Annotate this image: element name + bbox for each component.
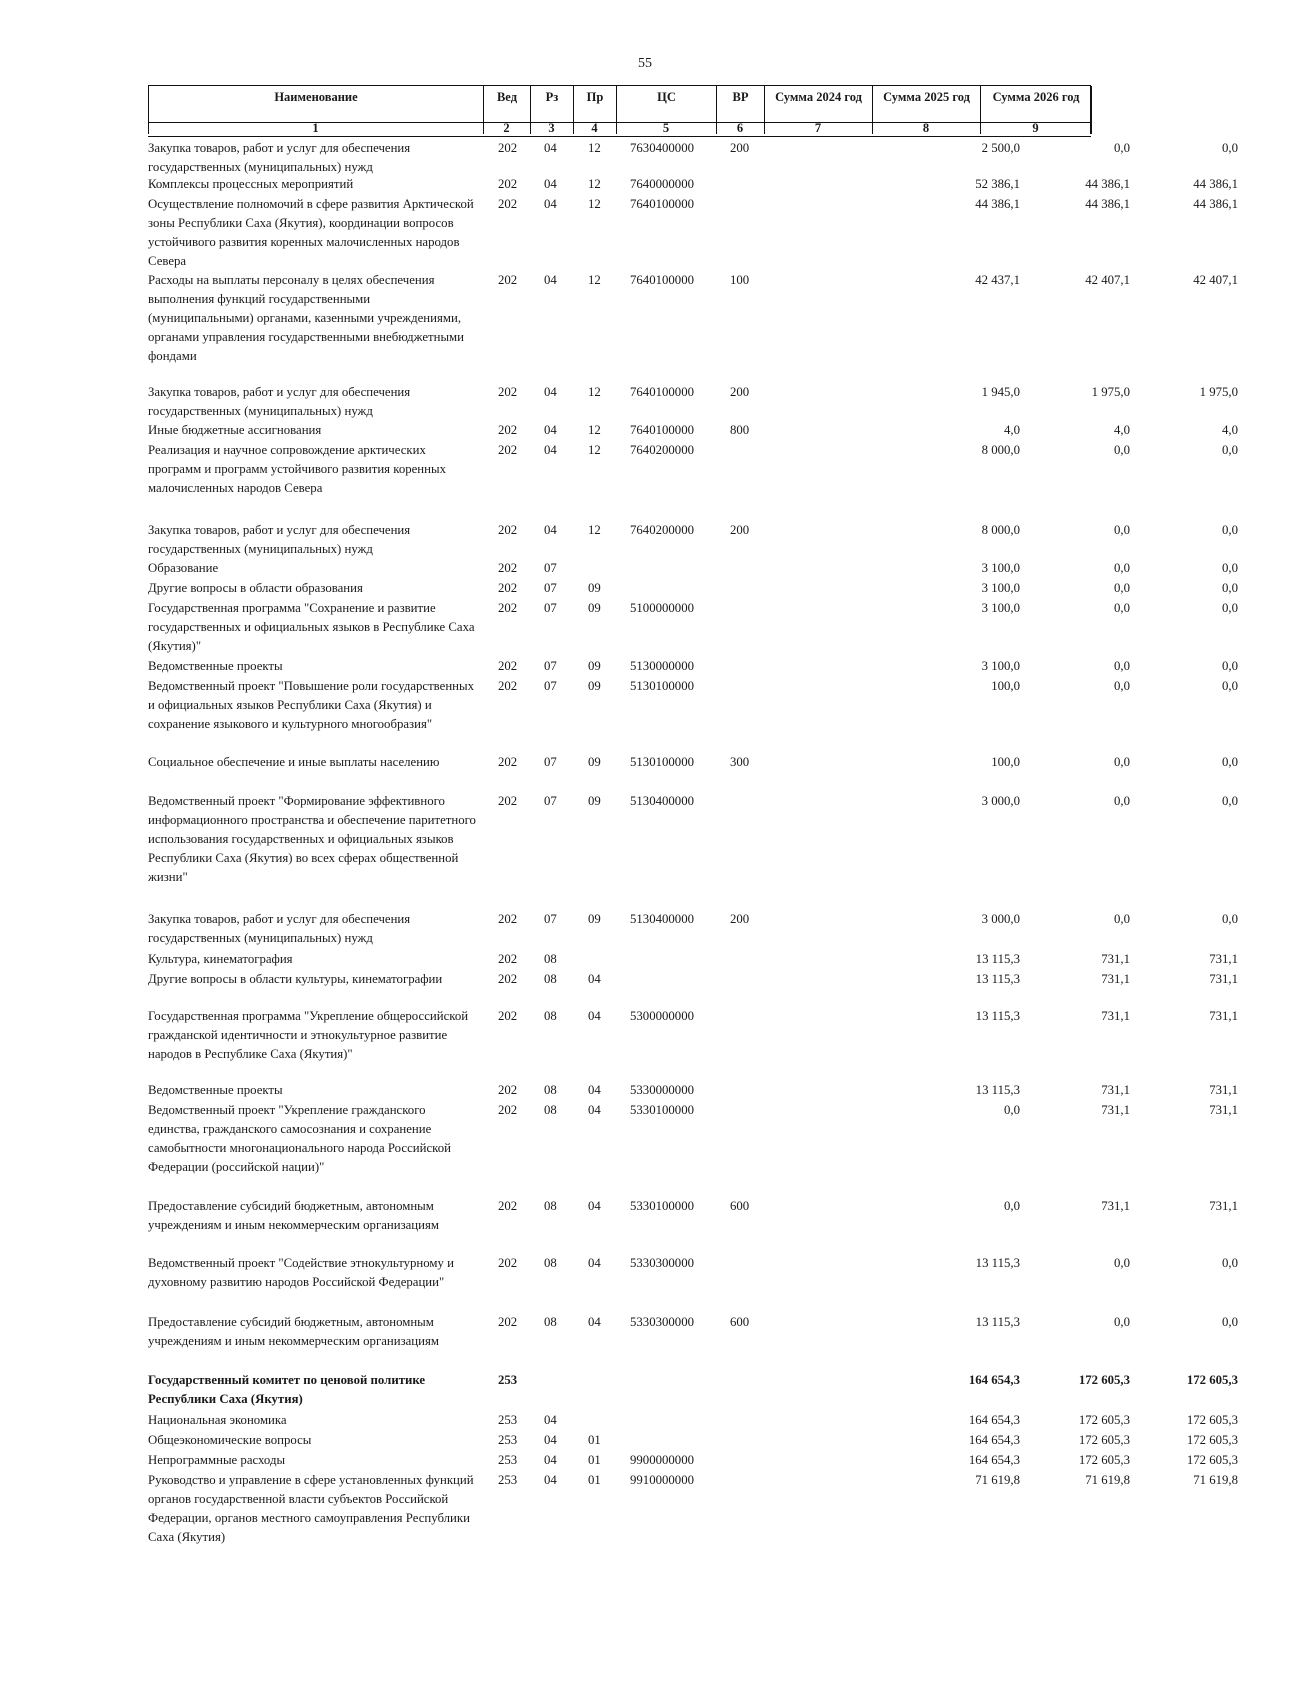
sum-2024-cell: 13 115,3 bbox=[975, 1315, 1020, 1329]
cs-cell: 7630400000 bbox=[630, 141, 694, 155]
column-number: 1 bbox=[312, 121, 319, 135]
sum-2024-cell: 2 500,0 bbox=[981, 141, 1020, 155]
sum-2026-cell: 44 386,1 bbox=[1193, 177, 1238, 191]
sum-2025-cell: 0,0 bbox=[1114, 679, 1130, 693]
name-cell: Ведомственные проекты bbox=[148, 659, 283, 673]
name-cell: Ведомственный проект "Повышение роли государственных и официальных языков Республики Саха (Якутия) и сохранение языкового и культурного многообразия" bbox=[148, 679, 475, 731]
pr-cell: 01 bbox=[588, 1453, 601, 1467]
ved-cell: 202 bbox=[498, 177, 518, 191]
sum-2024-cell: 44 386,1 bbox=[975, 197, 1020, 211]
pr-cell: 09 bbox=[588, 601, 601, 615]
cs-cell: 7640200000 bbox=[630, 523, 694, 537]
sum-2025-cell: 172 605,3 bbox=[1078, 1373, 1130, 1387]
ved-cell: 202 bbox=[498, 601, 518, 615]
pr-cell: 12 bbox=[588, 177, 601, 191]
sum-2026-cell: 731,1 bbox=[1209, 952, 1238, 966]
sum-2024-cell: 3 000,0 bbox=[981, 794, 1020, 808]
name-cell: Социальное обеспечение и иные выплаты населению bbox=[148, 755, 440, 769]
ved-cell: 202 bbox=[498, 1009, 518, 1023]
ved-cell: 202 bbox=[498, 794, 518, 808]
ved-cell: 202 bbox=[498, 141, 518, 155]
ved-cell: 202 bbox=[498, 1256, 518, 1270]
ved-cell: 202 bbox=[498, 659, 518, 673]
sum-2025-cell: 731,1 bbox=[1101, 1009, 1130, 1023]
ved-cell: 202 bbox=[498, 912, 518, 926]
vr-cell: 300 bbox=[730, 755, 750, 769]
sum-2025-cell: 44 386,1 bbox=[1085, 197, 1130, 211]
header-cs: ЦС bbox=[617, 86, 717, 134]
name-cell: Комплексы процессных мероприятий bbox=[148, 177, 354, 191]
pr-cell: 01 bbox=[588, 1473, 601, 1487]
header-sum-2026: Сумма 2026 год bbox=[981, 86, 1092, 134]
ved-cell: 202 bbox=[498, 561, 518, 575]
pr-cell: 12 bbox=[588, 197, 601, 211]
sum-2024-cell: 3 100,0 bbox=[981, 659, 1020, 673]
sum-2025-cell: 44 386,1 bbox=[1085, 177, 1130, 191]
pr-cell: 04 bbox=[588, 1256, 601, 1270]
sum-2026-cell: 0,0 bbox=[1222, 912, 1238, 926]
rz-cell: 07 bbox=[544, 561, 557, 575]
name-cell: Государственная программа "Сохранение и развитие государственных и официальных языков в Республике Саха (Якутия)" bbox=[148, 601, 475, 653]
rz-cell: 04 bbox=[544, 197, 557, 211]
sum-2024-cell: 71 619,8 bbox=[975, 1473, 1020, 1487]
name-cell: Осуществление полномочий в сфере развития Арктической зоны Республики Саха (Якутия), координации вопросов устойчивого развития коренных малочисленных народов Севера bbox=[148, 197, 474, 268]
ved-cell: 253 bbox=[498, 1453, 518, 1467]
sum-2025-cell: 731,1 bbox=[1101, 972, 1130, 986]
sum-2024-cell: 8 000,0 bbox=[981, 523, 1020, 537]
sum-2024-cell: 100,0 bbox=[991, 679, 1020, 693]
header-vr: ВР bbox=[717, 86, 765, 134]
name-cell: Ведомственный проект "Содействие этнокультурному и духовному развитию народов Российской Федерации" bbox=[148, 1256, 454, 1289]
sum-2026-cell: 0,0 bbox=[1222, 141, 1238, 155]
cs-cell: 7640200000 bbox=[630, 443, 694, 457]
sum-2026-cell: 0,0 bbox=[1222, 601, 1238, 615]
rz-cell: 08 bbox=[544, 972, 557, 986]
sum-2026-cell: 0,0 bbox=[1222, 679, 1238, 693]
vr-cell: 800 bbox=[730, 423, 750, 437]
ved-cell: 253 bbox=[498, 1433, 518, 1447]
header-divider bbox=[149, 122, 1090, 123]
ved-cell: 202 bbox=[498, 273, 518, 287]
cs-cell: 9910000000 bbox=[630, 1473, 694, 1487]
sum-2024-cell: 164 654,3 bbox=[968, 1413, 1020, 1427]
sum-2026-cell: 172 605,3 bbox=[1186, 1373, 1238, 1387]
vr-cell: 200 bbox=[730, 385, 750, 399]
sum-2024-cell: 8 000,0 bbox=[981, 443, 1020, 457]
column-number: 2 bbox=[503, 121, 510, 135]
rz-cell: 07 bbox=[544, 679, 557, 693]
rz-cell: 04 bbox=[544, 273, 557, 287]
sum-2025-cell: 0,0 bbox=[1114, 755, 1130, 769]
rz-cell: 07 bbox=[544, 912, 557, 926]
cs-cell: 5300000000 bbox=[630, 1009, 694, 1023]
ved-cell: 253 bbox=[498, 1373, 518, 1387]
cs-cell: 5330300000 bbox=[630, 1256, 694, 1270]
sum-2024-cell: 0,0 bbox=[1004, 1199, 1020, 1213]
name-cell: Предоставление субсидий бюджетным, автономным учреждениям и иным некоммерческим организациям bbox=[148, 1315, 439, 1348]
sum-2026-cell: 0,0 bbox=[1222, 523, 1238, 537]
sum-2026-cell: 172 605,3 bbox=[1186, 1433, 1238, 1447]
pr-cell: 01 bbox=[588, 1433, 601, 1447]
cs-cell: 5130000000 bbox=[630, 659, 694, 673]
name-cell: Закупка товаров, работ и услуг для обеспечения государственных (муниципальных) нужд bbox=[148, 912, 411, 945]
ved-cell: 202 bbox=[498, 1199, 518, 1213]
name-cell: Руководство и управление в сфере установленных функций органов государственной власти субъектов Российской Федерации, органов местного самоуправления Республики Саха (Якутия) bbox=[148, 1473, 474, 1544]
sum-2024-cell: 4,0 bbox=[1004, 423, 1020, 437]
rz-cell: 07 bbox=[544, 659, 557, 673]
rz-cell: 04 bbox=[544, 443, 557, 457]
pr-cell: 12 bbox=[588, 443, 601, 457]
sum-2025-cell: 0,0 bbox=[1114, 912, 1130, 926]
sum-2026-cell: 731,1 bbox=[1209, 1103, 1238, 1117]
vr-cell: 200 bbox=[730, 912, 750, 926]
sum-2025-cell: 0,0 bbox=[1114, 141, 1130, 155]
name-cell: Иные бюджетные ассигнования bbox=[148, 423, 322, 437]
column-number: 5 bbox=[662, 121, 670, 135]
sum-2025-cell: 0,0 bbox=[1114, 794, 1130, 808]
table-header bbox=[148, 85, 1091, 134]
rz-cell: 04 bbox=[544, 1453, 557, 1467]
pr-cell: 12 bbox=[588, 141, 601, 155]
rz-cell: 04 bbox=[544, 177, 557, 191]
sum-2024-cell: 1 945,0 bbox=[981, 385, 1020, 399]
header-rz: Рз bbox=[531, 86, 574, 134]
rz-cell: 08 bbox=[544, 1083, 557, 1097]
ved-cell: 202 bbox=[498, 385, 518, 399]
cs-cell: 5330100000 bbox=[630, 1103, 694, 1117]
ved-cell: 202 bbox=[498, 952, 518, 966]
page-number: 55 bbox=[638, 56, 652, 71]
name-cell: Культура, кинематография bbox=[148, 952, 293, 966]
cs-cell: 5330000000 bbox=[630, 1083, 694, 1097]
name-cell: Государственный комитет по ценовой политике Республики Саха (Якутия) bbox=[148, 1373, 426, 1406]
pr-cell: 04 bbox=[588, 1315, 601, 1329]
header-sum-2024: Сумма 2024 год bbox=[765, 86, 873, 134]
ved-cell: 202 bbox=[498, 523, 518, 537]
sum-2025-cell: 0,0 bbox=[1114, 561, 1130, 575]
ved-cell: 202 bbox=[498, 972, 518, 986]
pr-cell: 09 bbox=[588, 581, 601, 595]
sum-2025-cell: 0,0 bbox=[1114, 523, 1130, 537]
column-number: 9 bbox=[1032, 121, 1039, 135]
rz-cell: 04 bbox=[544, 1433, 557, 1447]
name-cell: Общеэкономические вопросы bbox=[148, 1433, 312, 1447]
cs-cell: 7640000000 bbox=[630, 177, 694, 191]
sum-2025-cell: 731,1 bbox=[1101, 1083, 1130, 1097]
pr-cell: 09 bbox=[588, 679, 601, 693]
rz-cell: 07 bbox=[544, 581, 557, 595]
cs-cell: 5330300000 bbox=[630, 1315, 694, 1329]
sum-2025-cell: 172 605,3 bbox=[1078, 1413, 1130, 1427]
name-cell: Ведомственные проекты bbox=[148, 1083, 283, 1097]
pr-cell: 09 bbox=[588, 659, 601, 673]
sum-2024-cell: 100,0 bbox=[991, 755, 1020, 769]
sum-2024-cell: 52 386,1 bbox=[975, 177, 1020, 191]
ved-cell: 202 bbox=[498, 581, 518, 595]
vr-cell: 600 bbox=[730, 1315, 750, 1329]
sum-2024-cell: 42 437,1 bbox=[975, 273, 1020, 287]
sum-2026-cell: 0,0 bbox=[1222, 581, 1238, 595]
sum-2025-cell: 0,0 bbox=[1114, 1315, 1130, 1329]
sum-2025-cell: 731,1 bbox=[1101, 1199, 1130, 1213]
sum-2025-cell: 0,0 bbox=[1114, 1256, 1130, 1270]
rz-cell: 08 bbox=[544, 1199, 557, 1213]
name-cell: Другие вопросы в области культуры, кинематографии bbox=[148, 972, 443, 986]
pr-cell: 12 bbox=[588, 423, 601, 437]
name-cell: Другие вопросы в области образования bbox=[148, 581, 363, 595]
rz-cell: 04 bbox=[544, 423, 557, 437]
sum-2026-cell: 731,1 bbox=[1209, 1199, 1238, 1213]
ved-cell: 202 bbox=[498, 1083, 518, 1097]
cs-cell: 5130100000 bbox=[630, 755, 694, 769]
sum-2024-cell: 164 654,3 bbox=[968, 1453, 1020, 1467]
pr-cell: 12 bbox=[588, 385, 601, 399]
column-number: 4 bbox=[591, 121, 598, 135]
ved-cell: 202 bbox=[498, 197, 518, 211]
column-number: 8 bbox=[922, 121, 930, 135]
sum-2026-cell: 172 605,3 bbox=[1186, 1453, 1238, 1467]
sum-2025-cell: 0,0 bbox=[1114, 443, 1130, 457]
ved-cell: 253 bbox=[498, 1413, 518, 1427]
sum-2024-cell: 13 115,3 bbox=[975, 952, 1020, 966]
pr-cell: 04 bbox=[588, 1103, 601, 1117]
name-cell: Ведомственный проект "Укрепление гражданского единства, гражданского самосознания и сохранение самобытности многонационального народа Российской Федерации (российской нации)" bbox=[148, 1103, 451, 1174]
cs-cell: 5100000000 bbox=[630, 601, 694, 615]
rz-cell: 04 bbox=[544, 1413, 557, 1427]
name-cell: Непрограммные расходы bbox=[148, 1453, 286, 1467]
cs-cell: 5330100000 bbox=[630, 1199, 694, 1213]
sum-2026-cell: 71 619,8 bbox=[1193, 1473, 1238, 1487]
cs-cell: 7640100000 bbox=[630, 273, 694, 287]
vr-cell: 200 bbox=[730, 141, 750, 155]
rz-cell: 08 bbox=[544, 1103, 557, 1117]
rz-cell: 08 bbox=[544, 1315, 557, 1329]
sum-2024-cell: 3 100,0 bbox=[981, 561, 1020, 575]
sum-2025-cell: 0,0 bbox=[1114, 601, 1130, 615]
header-sum-2025: Сумма 2025 год bbox=[873, 86, 981, 134]
sum-2026-cell: 731,1 bbox=[1209, 972, 1238, 986]
name-cell: Закупка товаров, работ и услуг для обеспечения государственных (муниципальных) нужд bbox=[148, 141, 411, 174]
vr-cell: 100 bbox=[730, 273, 750, 287]
pr-cell: 04 bbox=[588, 1083, 601, 1097]
sum-2024-cell: 3 000,0 bbox=[981, 912, 1020, 926]
rz-cell: 08 bbox=[544, 1256, 557, 1270]
sum-2026-cell: 0,0 bbox=[1222, 794, 1238, 808]
cs-cell: 5130400000 bbox=[630, 794, 694, 808]
sum-2025-cell: 731,1 bbox=[1101, 952, 1130, 966]
sum-2026-cell: 172 605,3 bbox=[1186, 1413, 1238, 1427]
vr-cell: 600 bbox=[730, 1199, 750, 1213]
pr-cell: 04 bbox=[588, 1199, 601, 1213]
sum-2026-cell: 0,0 bbox=[1222, 1315, 1238, 1329]
sum-2024-cell: 164 654,3 bbox=[968, 1433, 1020, 1447]
pr-cell: 04 bbox=[588, 1009, 601, 1023]
sum-2024-cell: 13 115,3 bbox=[975, 1083, 1020, 1097]
sum-2024-cell: 3 100,0 bbox=[981, 581, 1020, 595]
pr-cell: 12 bbox=[588, 523, 601, 537]
cs-cell: 5130400000 bbox=[630, 912, 694, 926]
sum-2024-cell: 164 654,3 bbox=[968, 1373, 1020, 1387]
pr-cell: 12 bbox=[588, 273, 601, 287]
name-cell: Реализация и научное сопровождение арктических программ и программ устойчивого развития коренных малочисленных народов Севера bbox=[148, 443, 446, 495]
header-pr: Пр bbox=[574, 86, 617, 134]
sum-2024-cell: 13 115,3 bbox=[975, 1256, 1020, 1270]
sum-2025-cell: 71 619,8 bbox=[1085, 1473, 1130, 1487]
sum-2025-cell: 0,0 bbox=[1114, 581, 1130, 595]
sum-2025-cell: 0,0 bbox=[1114, 659, 1130, 673]
ved-cell: 202 bbox=[498, 679, 518, 693]
name-cell: Предоставление субсидий бюджетным, автономным учреждениям и иным некоммерческим организациям bbox=[148, 1199, 439, 1232]
sum-2024-cell: 13 115,3 bbox=[975, 1009, 1020, 1023]
sum-2026-cell: 4,0 bbox=[1222, 423, 1238, 437]
vr-cell: 200 bbox=[730, 523, 750, 537]
cs-cell: 9900000000 bbox=[630, 1453, 694, 1467]
sum-2026-cell: 0,0 bbox=[1222, 443, 1238, 457]
name-cell: Расходы на выплаты персоналу в целях обеспечения выполнения функций государственными (муниципальными) органами, казенными учреждениями, органами управления государственными внебюджетными фондами bbox=[148, 273, 464, 363]
sum-2026-cell: 1 975,0 bbox=[1199, 385, 1238, 399]
rz-cell: 04 bbox=[544, 385, 557, 399]
rz-cell: 04 bbox=[544, 1473, 557, 1487]
rz-cell: 07 bbox=[544, 755, 557, 769]
sum-2024-cell: 3 100,0 bbox=[981, 601, 1020, 615]
name-cell: Ведомственный проект "Формирование эффективного информационного пространства и обеспечение паритетного использования государственных и официальных языков Республики Саха (Якутия) во всех сферах общественной жизни" bbox=[148, 794, 476, 884]
sum-2026-cell: 44 386,1 bbox=[1193, 197, 1238, 211]
name-cell: Государственная программа "Укрепление общероссийской гражданской идентичности и этнокультурное развитие народов в Республике Саха (Якутия)" bbox=[148, 1009, 469, 1061]
rz-cell: 08 bbox=[544, 1009, 557, 1023]
ved-cell: 202 bbox=[498, 1103, 518, 1117]
name-cell: Образование bbox=[148, 561, 219, 575]
sum-2024-cell: 0,0 bbox=[1004, 1103, 1020, 1117]
rz-cell: 04 bbox=[544, 523, 557, 537]
name-cell: Национальная экономика bbox=[148, 1413, 287, 1427]
pr-cell: 09 bbox=[588, 912, 601, 926]
column-number: 6 bbox=[736, 121, 744, 135]
column-number: 3 bbox=[548, 121, 555, 135]
rz-cell: 07 bbox=[544, 601, 557, 615]
sum-2026-cell: 0,0 bbox=[1222, 1256, 1238, 1270]
ved-cell: 202 bbox=[498, 423, 518, 437]
name-cell: Закупка товаров, работ и услуг для обеспечения государственных (муниципальных) нужд bbox=[148, 385, 411, 418]
sum-2025-cell: 42 407,1 bbox=[1085, 273, 1130, 287]
ved-cell: 202 bbox=[498, 755, 518, 769]
sum-2026-cell: 731,1 bbox=[1209, 1083, 1238, 1097]
sum-2025-cell: 172 605,3 bbox=[1078, 1453, 1130, 1467]
rz-cell: 04 bbox=[544, 141, 557, 155]
pr-cell: 09 bbox=[588, 755, 601, 769]
sum-2026-cell: 0,0 bbox=[1222, 561, 1238, 575]
cs-cell: 7640100000 bbox=[630, 385, 694, 399]
pr-cell: 04 bbox=[588, 972, 601, 986]
column-number-divider bbox=[148, 136, 1091, 137]
cs-cell: 7640100000 bbox=[630, 423, 694, 437]
sum-2025-cell: 1 975,0 bbox=[1091, 385, 1130, 399]
rz-cell: 08 bbox=[544, 952, 557, 966]
sum-2025-cell: 731,1 bbox=[1101, 1103, 1130, 1117]
sum-2025-cell: 172 605,3 bbox=[1078, 1433, 1130, 1447]
cs-cell: 7640100000 bbox=[630, 197, 694, 211]
sum-2026-cell: 731,1 bbox=[1209, 1009, 1238, 1023]
ved-cell: 253 bbox=[498, 1473, 518, 1487]
sum-2025-cell: 4,0 bbox=[1114, 423, 1130, 437]
sum-2026-cell: 0,0 bbox=[1222, 659, 1238, 673]
pr-cell: 09 bbox=[588, 794, 601, 808]
rz-cell: 07 bbox=[544, 794, 557, 808]
ved-cell: 202 bbox=[498, 443, 518, 457]
header-name: Наименование bbox=[149, 86, 484, 134]
column-number: 7 bbox=[814, 121, 822, 135]
sum-2026-cell: 42 407,1 bbox=[1193, 273, 1238, 287]
sum-2026-cell: 0,0 bbox=[1222, 755, 1238, 769]
ved-cell: 202 bbox=[498, 1315, 518, 1329]
cs-cell: 5130100000 bbox=[630, 679, 694, 693]
header-ved: Вед bbox=[484, 86, 531, 134]
name-cell: Закупка товаров, работ и услуг для обеспечения государственных (муниципальных) нужд bbox=[148, 523, 411, 556]
sum-2024-cell: 13 115,3 bbox=[975, 972, 1020, 986]
